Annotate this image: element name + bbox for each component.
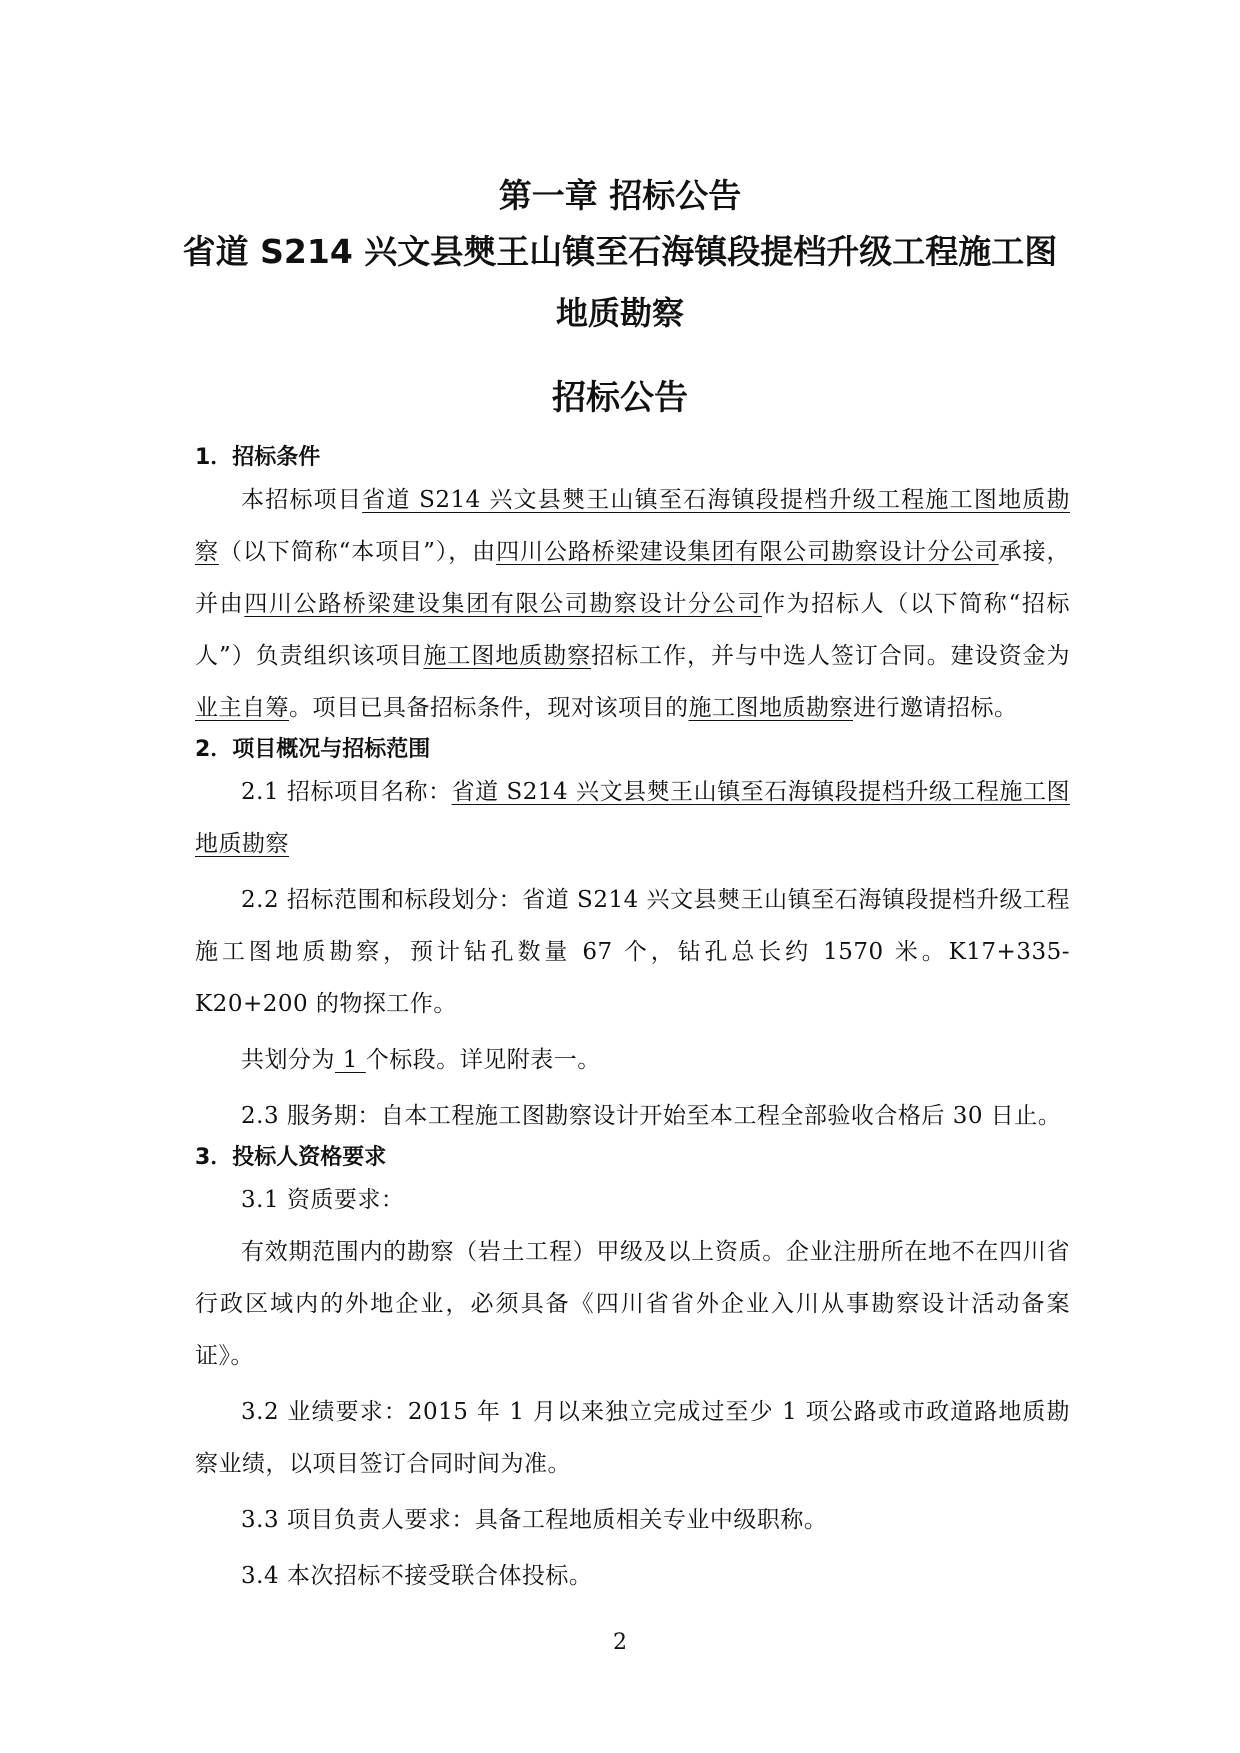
text-run: 招标工作，并与中选人签订合同。建设资金为 [591,643,1071,669]
page-number: 2 [613,1630,627,1655]
paragraph-2-3: 2.3 服务期：自本工程施工图勘察设计开始至本工程全部验收合格后 30 日止。 [241,1103,1062,1129]
text-run: 作为招标人（以下简称“招标人”）负责组织该项目 [195,591,1071,669]
notice-title: 招标公告 [552,378,688,418]
project-title-line2: 地质勘察 [555,294,684,332]
paragraph-3-1-detail: 有效期范围内的勘察（岩土工程）甲级及以上资质。企业注册所在地不在四川省行政区域内的外地企业，必须具备《四川省省外企业入川从事勘察设计活动备案证》。 [195,1239,1070,1369]
chapter-title: 第一章 招标公告 [498,176,742,215]
paragraph-tender-conditions [195,474,1070,734]
underlined-funding: 业主自筹 [195,695,289,721]
underlined-tenderer: 四川公路桥梁建设集团有限公司勘察设计分公司 [244,591,762,617]
underlined-lot-count: 1 [335,1047,366,1073]
text-run: 承接，并由 [195,539,1071,617]
text-run: 本招标项目 [241,487,363,513]
paragraph-2-1 [195,766,1070,870]
paragraph-3-4: 3.4 本次招标不接受联合体投标。 [241,1563,593,1589]
paragraph-3-2: 3.2 业绩要求：2015 年 1 月以来独立完成过至少 1 项公路或市政道路地质勘察业绩，以项目签订合同时间为准。 [195,1399,1070,1477]
paragraph-3-1: 3.1 资质要求： [241,1187,405,1213]
section-heading-2: 2．项目概况与招标范围 [195,737,431,762]
document-body [195,442,1070,1602]
text-run: 共划分为 [241,1047,335,1073]
paragraph-2-2: 2.2 招标范围和标段划分：省道 S214 兴文县僰王山镇至石海镇段提档升级工程施工图地质勘察，预计钻孔数量 67 个，钻孔总长约 1570 米。K17+335-K20+200 的物探工作。 [195,887,1070,1017]
underlined-project-name: 省道 S214 兴文县僰王山镇至石海镇段提档升级工程施工图地质勘察 [195,487,1071,565]
project-title-line1: 省道 S214 兴文县僰王山镇至石海镇段提档升级工程施工图 [182,232,1058,271]
paragraph-3-3: 3.3 项目负责人要求：具备工程地质相关专业中级职称。 [241,1507,828,1533]
underlined-contractor: 四川公路桥梁建设集团有限公司勘察设计分公司 [496,539,999,565]
section-heading-3: 3．投标人资格要求 [195,1145,387,1170]
paragraph-lots [195,1034,1070,1086]
underlined-scope: 施工图地质勘察 [423,643,592,669]
text-run: 。项目已具备招标条件，现对该项目的 [289,695,689,721]
text-run: 个标段。详见附表一。 [365,1047,601,1073]
underlined-tender-name: 省道 S214 兴文县僰王山镇至石海镇段提档升级工程施工图地质勘察 [195,779,1071,857]
text-run: 2.1 招标项目名称： [241,779,452,805]
text-run: 进行邀请招标。 [853,695,1018,721]
section-heading-1: 1．招标条件 [195,445,321,470]
underlined-scope-2: 施工图地质勘察 [688,695,853,721]
text-run: （以下简称“本项目”），由 [218,539,497,565]
